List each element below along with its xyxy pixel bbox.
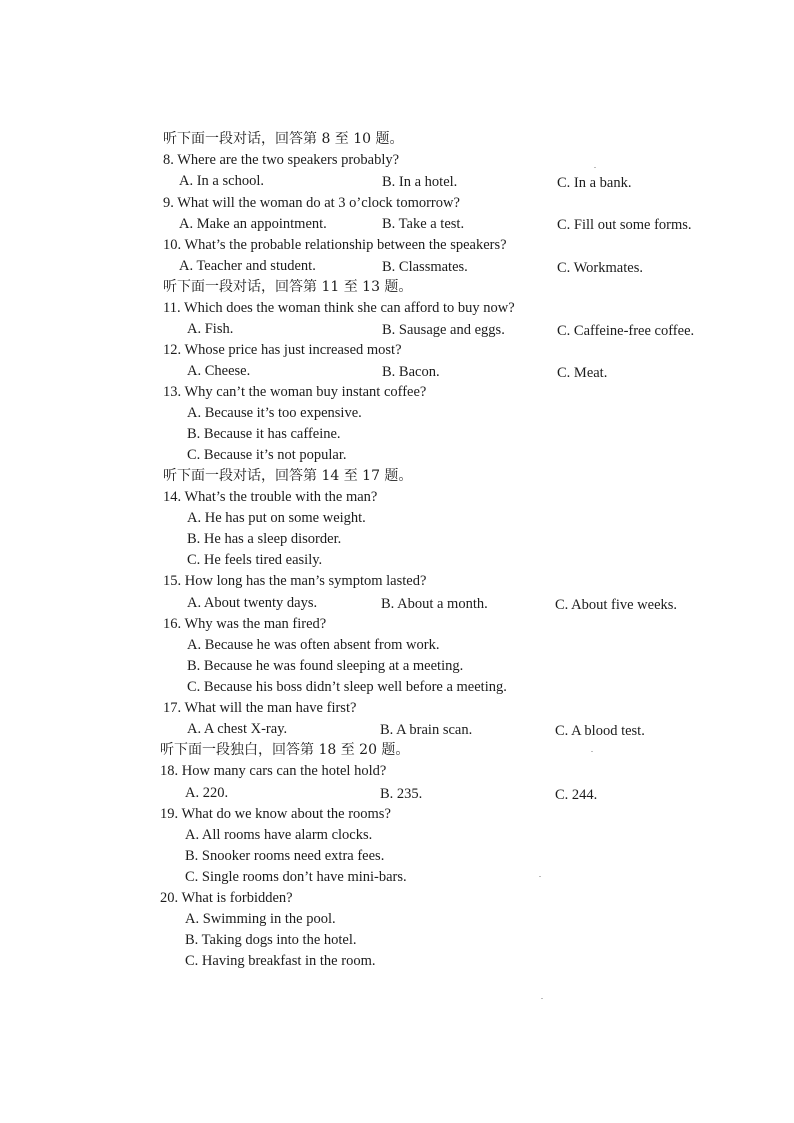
option-a: A. Teacher and student. <box>179 258 316 274</box>
option-c: C. Fill out some forms. <box>557 217 692 233</box>
option-c: C. Caffeine-free coffee. <box>557 323 695 339</box>
option-a: A. About twenty days. <box>187 595 318 611</box>
question-stem: 11. Which does the woman think she can afford to buy now? <box>163 300 515 316</box>
option-b: B. He has a sleep disorder. <box>187 531 342 547</box>
option-a: A. Because it’s too expensive. <box>187 405 362 421</box>
option-a: A. Because he was often absent from work. <box>187 637 440 653</box>
option-a: A. A chest X-ray. <box>187 721 288 737</box>
option-c: C. In a bank. <box>557 175 632 191</box>
question-stem: 13. Why can’t the woman buy instant coffee? <box>163 384 427 400</box>
question-stem: 12. Whose price has just increased most? <box>163 342 402 358</box>
option-b: B. In a hotel. <box>382 174 458 190</box>
option-c: C. Single rooms don’t have mini-bars. <box>185 869 407 885</box>
scan-speck <box>541 998 543 999</box>
question-stem: 20. What is forbidden? <box>160 890 293 906</box>
section-instruction: 听下面一段对话，回答第 11 至 13 题。 <box>163 279 413 295</box>
question-stem: 16. Why was the man fired? <box>163 616 327 632</box>
option-b: B. About a month. <box>381 596 488 612</box>
option-c: C. Meat. <box>557 365 608 381</box>
option-a: A. 220. <box>185 785 229 801</box>
scan-speck <box>539 876 541 877</box>
question-stem: 19. What do we know about the rooms? <box>160 806 391 822</box>
question-stem: 15. How long has the man’s symptom lasted? <box>163 573 427 589</box>
option-b: B. A brain scan. <box>380 722 473 738</box>
option-b: B. Sausage and eggs. <box>382 322 505 338</box>
question-stem: 18. How many cars can the hotel hold? <box>160 763 387 779</box>
section-instruction: 听下面一段对话，回答第 8 至 10 题。 <box>163 131 404 147</box>
question-stem: 17. What will the man have first? <box>163 700 357 716</box>
option-b: B. 235. <box>380 786 423 802</box>
section-instruction: 听下面一段对话，回答第 14 至 17 题。 <box>163 468 413 484</box>
option-a: A. All rooms have alarm clocks. <box>185 827 373 843</box>
option-a: A. Cheese. <box>187 363 251 379</box>
option-b: B. Because it has caffeine. <box>187 426 341 442</box>
section-instruction: 听下面一段独白，回答第 18 至 20 题。 <box>160 742 410 758</box>
question-stem: 8. Where are the two speakers probably? <box>163 152 400 168</box>
question-stem: 9. What will the woman do at 3 o’clock tomorrow? <box>163 195 460 211</box>
option-c: C. He feels tired easily. <box>187 552 323 568</box>
option-c: C. Workmates. <box>557 260 643 276</box>
question-stem: 14. What’s the trouble with the man? <box>163 489 378 505</box>
option-c: C. Having breakfast in the room. <box>185 953 376 969</box>
option-a: A. Swimming in the pool. <box>185 911 336 927</box>
option-c: C. Because it’s not popular. <box>187 447 347 463</box>
question-stem: 10. What’s the probable relationship between the speakers? <box>163 237 507 253</box>
option-b: B. Taking dogs into the hotel. <box>185 932 357 948</box>
option-a: A. Fish. <box>187 321 234 337</box>
option-b: B. Because he was found sleeping at a meeting. <box>187 658 464 674</box>
option-c: C. About five weeks. <box>555 597 678 613</box>
option-c: C. A blood test. <box>555 723 645 739</box>
scan-speck <box>591 751 593 752</box>
option-c: C. Because his boss didn’t sleep well before a meeting. <box>187 679 507 695</box>
scan-speck <box>594 167 596 168</box>
option-a: A. Make an appointment. <box>179 216 327 232</box>
option-b: B. Classmates. <box>382 259 468 275</box>
option-a: A. He has put on some weight. <box>187 510 366 526</box>
option-b: B. Take a test. <box>382 216 465 232</box>
option-a: A. In a school. <box>179 173 264 189</box>
option-b: B. Snooker rooms need extra fees. <box>185 848 385 864</box>
option-b: B. Bacon. <box>382 364 440 380</box>
option-c: C. 244. <box>555 787 598 803</box>
